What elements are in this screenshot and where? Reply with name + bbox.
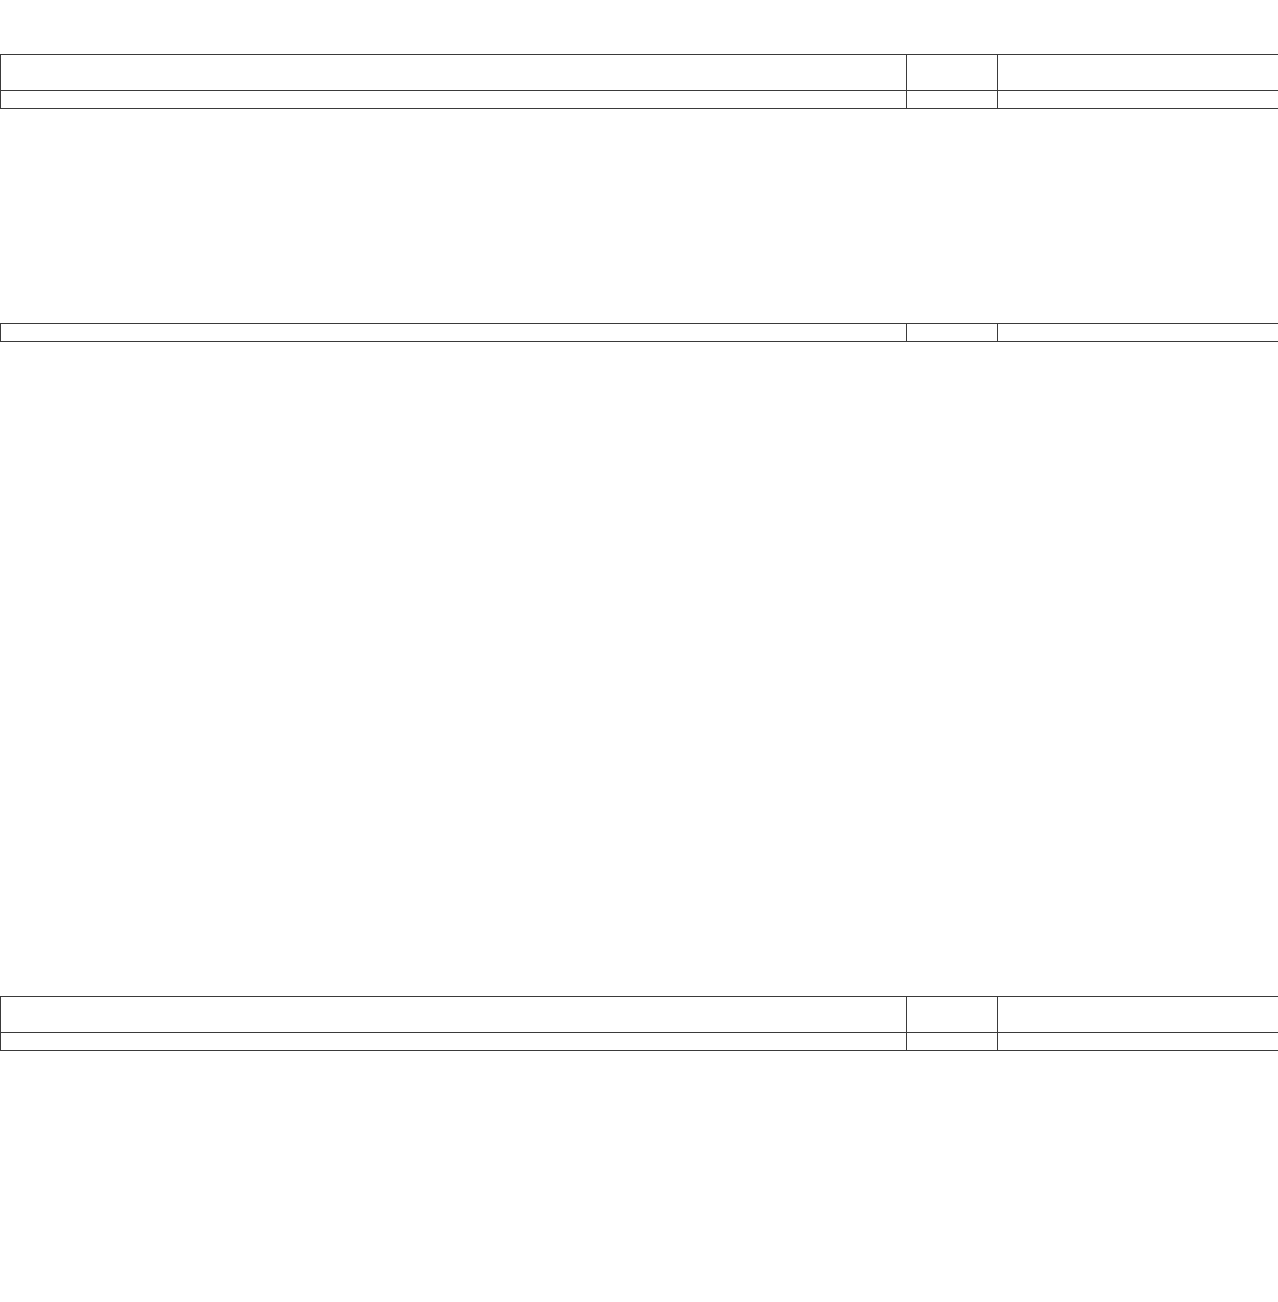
header-cost-types	[1, 997, 907, 1033]
header-amount	[998, 997, 1278, 1033]
code-b	[907, 1033, 998, 1051]
table-header-row	[1, 997, 1278, 1033]
code-c	[998, 324, 1278, 342]
code-c	[998, 91, 1278, 109]
table-labour-costs-other	[0, 323, 1278, 342]
table-header-row	[1, 55, 1278, 91]
table-column-codes-row	[1, 91, 1278, 109]
code-b	[907, 324, 998, 342]
table-column-codes-row	[1, 324, 1278, 342]
code-a	[1, 1033, 907, 1051]
table-labour-costs-worked-time	[0, 54, 1278, 109]
code-a	[1, 91, 907, 109]
code-c	[998, 1033, 1278, 1051]
table-column-codes-row	[1, 1033, 1278, 1051]
header-row-number	[907, 997, 998, 1033]
header-amount	[998, 55, 1278, 91]
header-cost-types	[1, 55, 907, 91]
code-b	[907, 91, 998, 109]
table-labour-costs-training	[0, 996, 1278, 1051]
code-a	[1, 324, 907, 342]
header-row-number	[907, 55, 998, 91]
